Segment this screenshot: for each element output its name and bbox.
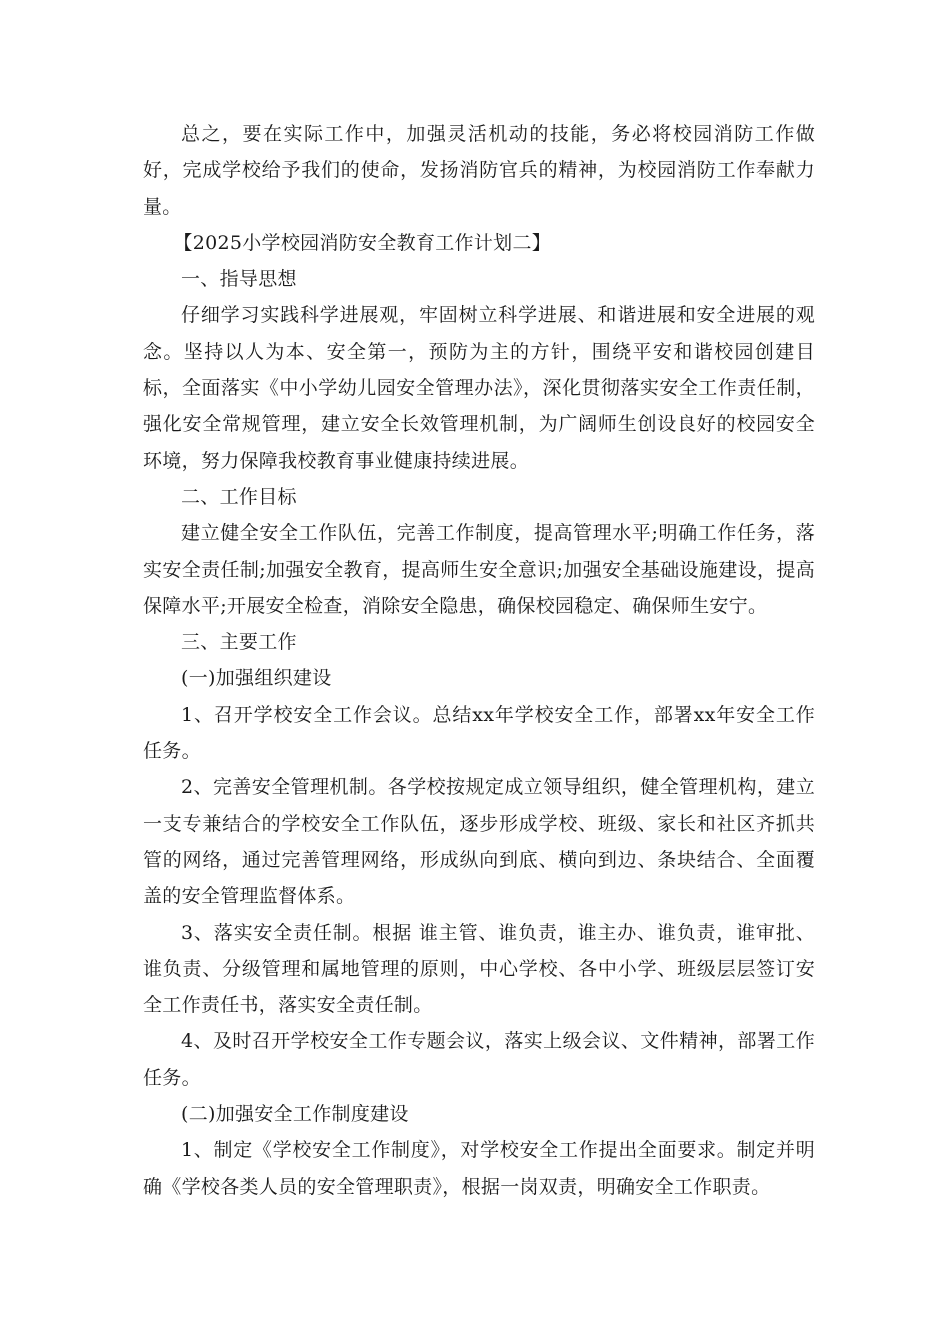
paragraph: 4、及时召开学校安全工作专题会议，落实上级会议、文件精神，部署工作任务。 <box>143 1030 815 1089</box>
document-body <box>143 116 815 1205</box>
paragraph: 3、落实安全责任制。根据 谁主管、谁负责，谁主办、谁负责，谁审批、谁负责、分级管理和属地管理的原则，中心学校、各中小学、班级层层签订安全工作责任书，落实安全责任制。 <box>143 921 815 1017</box>
paragraph: 1、召开学校安全工作会议。总结xx年学校安全工作，部署xx年安全工作任务。 <box>143 703 815 763</box>
paragraph: 2、完善安全管理机制。各学校按规定成立领导组织，健全管理机构，建立一支专兼结合的学校安全工作队伍，逐步形成学校、班级、家长和社区齐抓共管的网络，通过完善管理网络，形成纵向到底、横向到边、条块结合、全面覆盖的安全管理监督体系。 <box>143 776 815 908</box>
paragraph: 1、制定《学校安全工作制度》，对学校安全工作提出全面要求。制定并明确《学校各类人员的安全管理职责》，根据一岗双责，明确安全工作职责。 <box>143 1139 815 1198</box>
subsection-heading: (二)加强安全工作制度建设 <box>181 1103 409 1126</box>
section-heading: 一、指导思想 <box>181 268 297 291</box>
paragraph: 仔细学习实践科学进展观，牢固树立科学进展、和谐进展和安全进展的观念。坚持以人为本、安全第一，预防为主的方针，围绕平安和谐校园创建目标，全面落实《中小学幼儿园安全管理办法》，深化贯彻落实安全工作责任制，强化安全常规管理，建立安全长效管理机制，为广阔师生创设良好的校园安全环境，努力保障我校教育事业健康持续进展。 <box>143 304 815 472</box>
paragraph: 总之，要在实际工作中，加强灵活机动的技能，务必将校园消防工作做好，完成学校给予我们的使命，发扬消防官兵的精神，为校园消防工作奉献力量。 <box>143 123 815 218</box>
section-title: 【2025小学校园消防安全教育工作计划二】 <box>173 231 552 254</box>
section-heading: 二、工作目标 <box>181 485 297 508</box>
subsection-heading: (一)加强组织建设 <box>181 667 332 690</box>
section-heading: 三、主要工作 <box>181 631 297 654</box>
paragraph: 建立健全安全工作队伍，完善工作制度，提高管理水平;明确工作任务，落实安全责任制;加强安全教育，提高师生安全意识;加强安全基础设施建设，提高保障水平;开展安全检查，消除安全隐患，确保校园稳定、确保师生安宁。 <box>143 522 815 617</box>
